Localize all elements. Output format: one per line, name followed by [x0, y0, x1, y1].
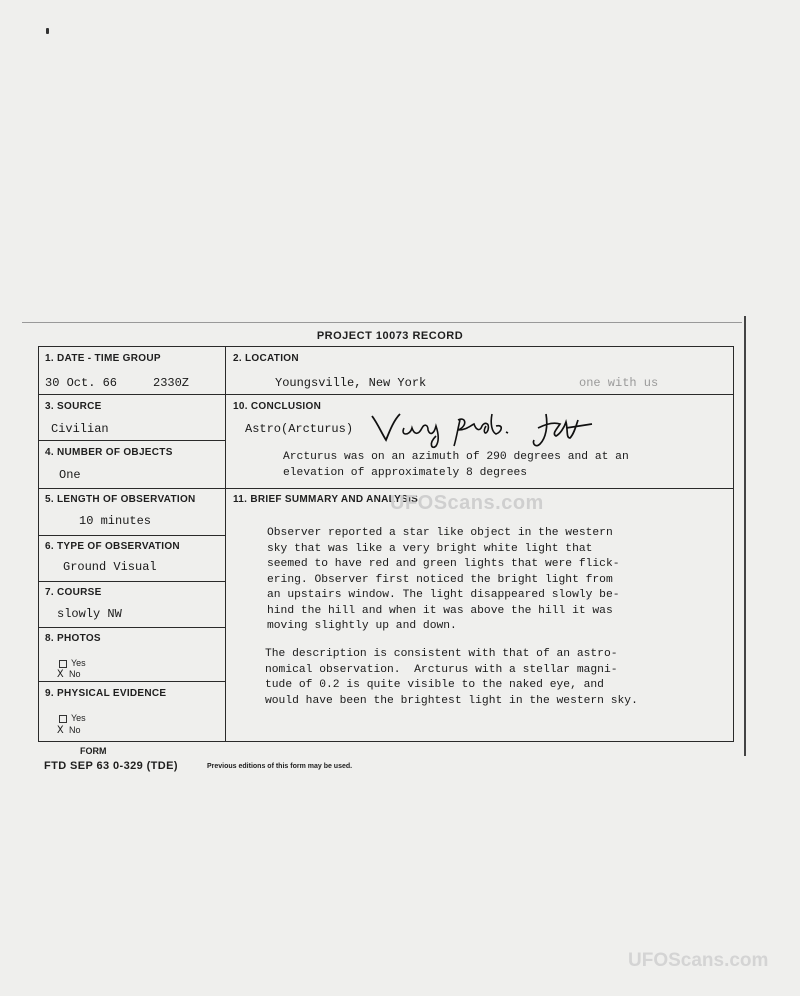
checkbox-empty-icon [59, 660, 67, 668]
location-faint-note: one with us [579, 376, 659, 390]
location-value: Youngsville, New York [275, 376, 427, 390]
margin-rule [744, 316, 746, 756]
evidence-label: 9. PHYSICAL EVIDENCE [45, 688, 167, 699]
checkbox-empty-icon [59, 715, 67, 723]
objects-value: One [59, 468, 81, 482]
summary-line: The description is consistent with that of an astro- [265, 648, 618, 660]
checkbox-marked-icon: X [57, 669, 64, 681]
type-label: 6. TYPE OF OBSERVATION [45, 541, 180, 552]
row-divider [39, 440, 225, 441]
conclusion-label: 10. CONCLUSION [233, 401, 322, 412]
form-word: FORM [80, 746, 107, 756]
watermark: UFOScans.com [390, 492, 544, 514]
row-divider [39, 394, 733, 395]
row-divider [39, 535, 225, 536]
form-title: PROJECT 10073 RECORD [316, 330, 464, 342]
source-label: 3. SOURCE [45, 401, 102, 412]
photos-no-checkbox [57, 669, 81, 681]
conclusion-value: Astro(Arcturus) [245, 422, 354, 436]
type-value: Ground Visual [63, 560, 157, 574]
summary-line: nomical observation. Arcturus with a stellar magni- [265, 663, 618, 676]
summary-line: ering. Observer first noticed the bright light from [267, 573, 613, 586]
row-divider [39, 681, 225, 682]
source-value: Civilian [51, 422, 109, 436]
length-label: 5. LENGTH OF OBSERVATION [45, 494, 196, 505]
summary-line: seemed to have red and green lights that were flick- [267, 558, 620, 570]
watermark-bottom: UFOScans.com [628, 950, 769, 971]
summary-label: 11. BRIEF SUMMARY AND ANALYSIS [233, 494, 419, 505]
row-divider [39, 488, 733, 489]
summary-line: hind the hill and when it was above the hill it was [267, 604, 613, 617]
course-label: 7. COURSE [45, 587, 102, 598]
row-divider [39, 581, 225, 582]
length-value: 10 minutes [79, 514, 152, 528]
time-value: 2330Z [153, 376, 190, 390]
evidence-yes-label: Yes [71, 713, 86, 723]
checkbox-marked-icon: X [57, 725, 64, 737]
evidence-no-checkbox [57, 725, 81, 737]
objects-label: 4. NUMBER OF OBJECTS [45, 447, 173, 458]
summary-line: Observer reported a star like object in the western [267, 527, 613, 539]
conclusion-line-2: elevation of approximately 8 degrees [283, 467, 528, 479]
photos-yes-checkbox [59, 658, 86, 668]
summary-line: an upstairs window. The light disappeared slowly be- [267, 589, 620, 601]
margin-rule [22, 322, 742, 323]
date-time-label: 1. DATE - TIME GROUP [45, 353, 161, 364]
date-value: 30 Oct. 66 [45, 376, 118, 390]
conclusion-line-1: Arcturus was on an azimuth of 290 degrees and at an [283, 451, 629, 463]
summary-line: sky that was like a very bright white light that [267, 542, 593, 555]
summary-line: would have been the brightest light in the western sky. [265, 694, 638, 707]
handwritten-signature [370, 410, 600, 452]
column-divider [225, 347, 226, 741]
photos-no-label: No [69, 669, 81, 679]
course-value: slowly NW [57, 607, 122, 621]
row-divider [39, 627, 225, 628]
photos-yes-label: Yes [71, 658, 86, 668]
photos-label: 8. PHOTOS [45, 633, 101, 644]
form-note: Previous editions of this form may be used. [207, 763, 353, 770]
location-label: 2. LOCATION [233, 353, 299, 364]
form-id: FTD SEP 63 0-329 (TDE) [44, 760, 178, 772]
evidence-yes-checkbox [59, 713, 86, 723]
evidence-no-label: No [69, 725, 81, 735]
summary-line: tude of 0.2 is quite visible to the naked eye, and [265, 679, 604, 691]
speck [46, 28, 49, 34]
record-form [38, 346, 734, 742]
summary-line: moving slightly up and down. [267, 620, 457, 632]
